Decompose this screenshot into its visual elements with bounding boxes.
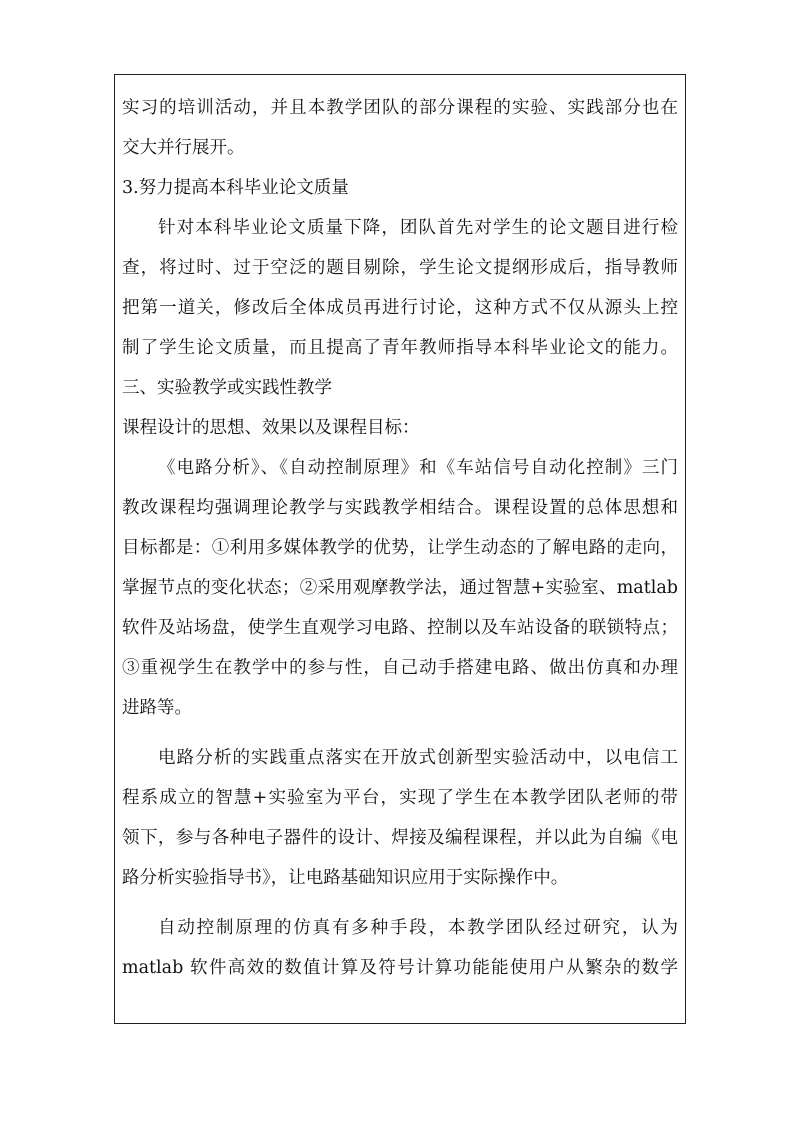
- paragraph-line: 掌握节点的变化状态；②采用观摩教学法，通过智慧+实验室、matlab: [122, 578, 678, 598]
- paragraph-line: 领下，参与各种电子器件的设计、焊接及编程课程，并以此为自编《电: [122, 828, 678, 848]
- paragraph-line: 程系成立的智慧+实验室为平台，实现了学生在本教学团队老师的带: [122, 788, 678, 808]
- paragraph-line: 交大并行展开。: [122, 138, 245, 158]
- paragraph-line: 查，将过时、过于空泛的题目剔除，学生论文提纲形成后，指导教师: [122, 258, 678, 278]
- paragraph-line: 制了学生论文质量，而且提高了青年教师指导本科毕业论文的能力。: [122, 338, 678, 358]
- paragraph-line: 实习的培训活动，并且本教学团队的部分课程的实验、实践部分也在: [122, 98, 678, 118]
- paragraph-line: 《电路分析》、《自动控制原理》和《车站信号自动化控制》三门: [158, 458, 678, 478]
- document-body: [122, 96, 682, 996]
- paragraph-line: 针对本科毕业论文质量下降，团队首先对学生的论文题目进行检: [158, 218, 678, 238]
- paragraph-line: 路分析实验指导书》，让电路基础知识应用于实际操作中。: [122, 868, 569, 888]
- paragraph-line: 把第一道关，修改后全体成员再进行讨论，这种方式不仅从源头上控: [122, 298, 678, 318]
- subsection-heading: 课程设计的思想、效果以及课程目标：: [122, 418, 420, 438]
- section-heading: 三、实验教学或实践性教学: [122, 378, 332, 398]
- paragraph-line: 电路分析的实践重点落实在开放式创新型实验活动中，以电信工: [158, 748, 678, 768]
- paragraph-line: 进路等。: [122, 698, 192, 718]
- paragraph-line: 目标都是：①利用多媒体教学的优势，让学生动态的了解电路的走向，: [122, 538, 678, 558]
- paragraph-line: ③重视学生在教学中的参与性，自己动手搭建电路、做出仿真和办理: [122, 658, 678, 678]
- section-heading: 3.努力提高本科毕业论文质量: [122, 178, 349, 198]
- paragraph-line: 教改课程均强调理论教学与实践教学相结合。课程设置的总体思想和: [122, 498, 678, 518]
- paragraph-line: 软件及站场盘，使学生直观学习电路、控制以及车站设备的联锁特点；: [122, 618, 678, 638]
- paragraph-line: matlab 软件高效的数值计算及符号计算功能能使用户从繁杂的数学: [122, 958, 678, 978]
- paragraph-line: 自动控制原理的仿真有多种手段，本教学团队经过研究，认为: [158, 918, 678, 938]
